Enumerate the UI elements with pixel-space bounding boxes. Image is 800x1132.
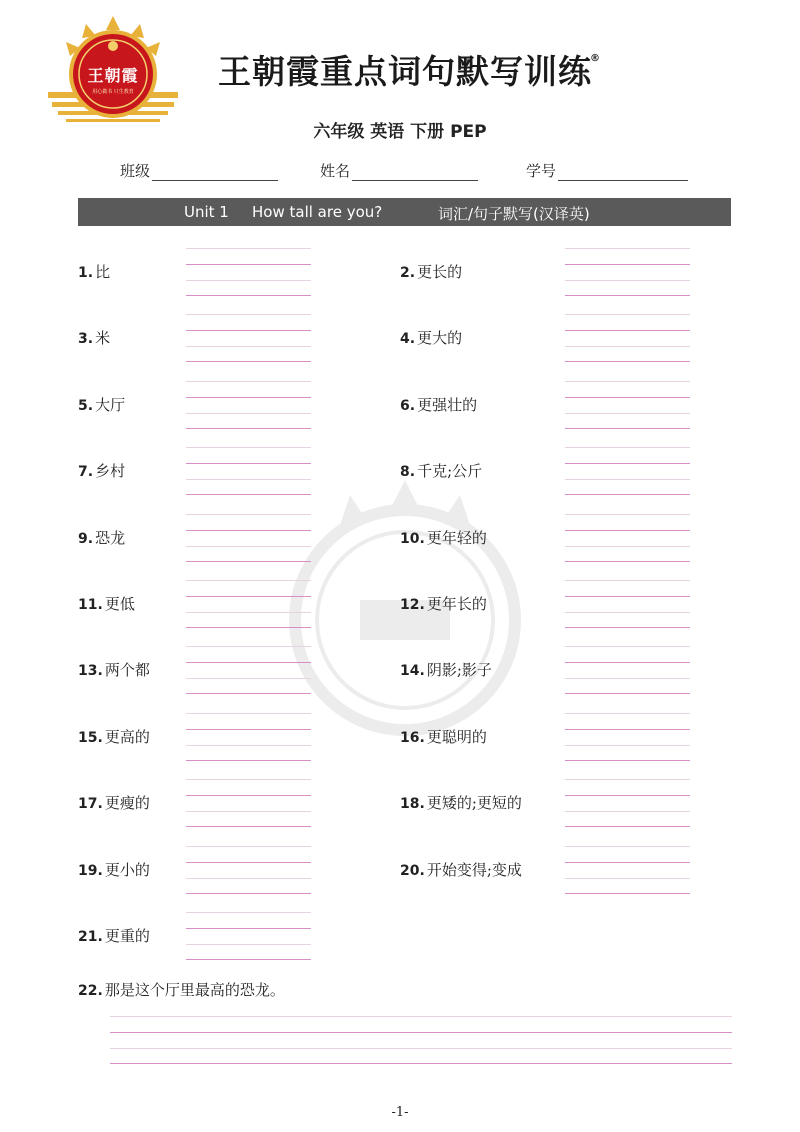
vocab-item: [78, 727, 150, 747]
brand-title-text: 王朝霞重点词句默写训练: [218, 52, 592, 91]
vocab-item: [400, 860, 522, 880]
vocab-item: [400, 461, 482, 481]
page-number: -1-: [391, 1105, 409, 1120]
vocab-item: [400, 262, 462, 282]
vocab-item: [78, 660, 150, 680]
item-text: 两个都: [104, 661, 150, 680]
class-field[interactable]: [120, 160, 278, 181]
vocab-item: [400, 395, 477, 415]
vocab-item: [78, 395, 125, 415]
answer-writing-lines[interactable]: [186, 314, 311, 362]
answer-writing-lines[interactable]: [565, 248, 690, 296]
item-number: 18.: [400, 796, 425, 813]
item-text: 乡村: [95, 462, 126, 481]
item-text: 千克;公斤: [417, 462, 483, 481]
item-text: 更矮的;更短的: [426, 794, 522, 813]
vocab-item: [400, 727, 487, 747]
vocab-item: [78, 328, 110, 348]
item-number: 14.: [400, 663, 425, 680]
item-number: 21.: [78, 929, 103, 945]
class-label: 班级: [120, 162, 151, 180]
answer-writing-lines[interactable]: [565, 779, 690, 827]
item-number: 13.: [78, 663, 103, 680]
vocab-item: [78, 793, 150, 813]
registered-mark: ®: [590, 53, 601, 64]
answer-writing-lines[interactable]: [186, 713, 311, 761]
item-text: 大厅: [95, 395, 126, 414]
answer-writing-lines[interactable]: [565, 381, 690, 429]
student-info: [112, 160, 712, 184]
unit-number: Unit 1: [184, 203, 229, 221]
item-text: 开始变得;变成: [426, 860, 522, 879]
item-number: 10.: [400, 530, 425, 547]
answer-writing-lines[interactable]: [565, 580, 690, 628]
answer-writing-lines[interactable]: [186, 646, 311, 694]
item-number: 17.: [78, 796, 103, 813]
item-number: 2.: [400, 265, 416, 281]
logo-slogan: 用心做书 只生教育: [92, 89, 134, 95]
item-number: 22.: [78, 983, 103, 999]
brand-title: [218, 46, 638, 93]
item-number: 9.: [78, 530, 94, 547]
section-header: [78, 198, 731, 226]
sentence-writing-lines[interactable]: [110, 1016, 732, 1064]
item-number: 7.: [78, 464, 94, 481]
number-label: 学号: [526, 162, 557, 180]
number-field[interactable]: [526, 160, 688, 181]
answer-writing-lines[interactable]: [186, 779, 311, 827]
answer-writing-lines[interactable]: [565, 713, 690, 761]
item-number: 11.: [78, 597, 103, 613]
answer-writing-lines[interactable]: [186, 248, 311, 296]
sentence-item: [78, 980, 285, 1000]
vocab-item: [78, 461, 125, 481]
answer-writing-lines[interactable]: [186, 514, 311, 562]
name-field[interactable]: [320, 160, 478, 181]
answer-writing-lines[interactable]: [565, 447, 690, 495]
item-number: 5.: [78, 397, 94, 414]
vocab-item: [400, 528, 487, 548]
vocab-item: [78, 594, 135, 614]
item-number: 12.: [400, 597, 425, 613]
item-text: 米: [95, 329, 111, 348]
answer-writing-lines[interactable]: [565, 846, 690, 894]
exercise-type: 词汇/句子默写(汉译英): [438, 205, 590, 223]
name-blank[interactable]: [352, 164, 478, 181]
answer-writing-lines[interactable]: [186, 381, 311, 429]
item-text: 更年轻的: [426, 528, 487, 547]
item-number: 6.: [400, 397, 416, 414]
item-text: 更重的: [104, 927, 150, 945]
item-number: 1.: [78, 265, 94, 281]
item-text: 更瘦的: [104, 794, 150, 813]
item-text: 阴影;影子: [426, 661, 492, 680]
item-text: 更年长的: [426, 595, 487, 613]
item-text: 更高的: [104, 727, 150, 746]
name-label: 姓名: [320, 162, 351, 180]
publisher-logo: [48, 16, 178, 128]
item-text: 更强壮的: [417, 395, 478, 414]
item-number: 8.: [400, 464, 416, 481]
item-text: 更小的: [104, 860, 150, 879]
answer-writing-lines[interactable]: [565, 514, 690, 562]
item-number: 3.: [78, 331, 94, 348]
vocab-item: [400, 328, 462, 348]
answer-writing-lines[interactable]: [186, 846, 311, 894]
answer-writing-lines[interactable]: [565, 314, 690, 362]
item-text: 更大的: [417, 329, 463, 348]
vocab-item: [400, 793, 522, 813]
vocab-item: [400, 594, 487, 614]
item-text: 更聪明的: [426, 727, 487, 746]
vocab-item: [78, 926, 150, 946]
logo-name: 王朝霞: [87, 66, 139, 85]
number-blank[interactable]: [558, 164, 688, 181]
unit-title: How tall are you?: [252, 203, 383, 221]
item-number: 4.: [400, 331, 416, 348]
item-text: 比: [95, 263, 111, 281]
item-text: 那是这个厅里最高的恐龙。: [104, 981, 285, 999]
vocab-item: [400, 660, 492, 680]
item-text: 恐龙: [95, 528, 126, 547]
item-text: 更低: [104, 595, 135, 613]
vocab-item: [78, 860, 150, 880]
vocab-item: [78, 262, 110, 282]
item-number: 19.: [78, 862, 103, 879]
item-text: 更长的: [417, 263, 463, 281]
page-subtitle: 六年级 英语 下册 PEP: [313, 122, 487, 142]
class-blank[interactable]: [152, 164, 278, 181]
answer-writing-lines[interactable]: [186, 447, 311, 495]
item-number: 15.: [78, 729, 103, 746]
answer-writing-lines[interactable]: [186, 580, 311, 628]
vocab-item: [78, 528, 125, 548]
item-number: 16.: [400, 729, 425, 746]
answer-writing-lines[interactable]: [186, 912, 311, 960]
item-number: 20.: [400, 862, 425, 879]
answer-writing-lines[interactable]: [565, 646, 690, 694]
